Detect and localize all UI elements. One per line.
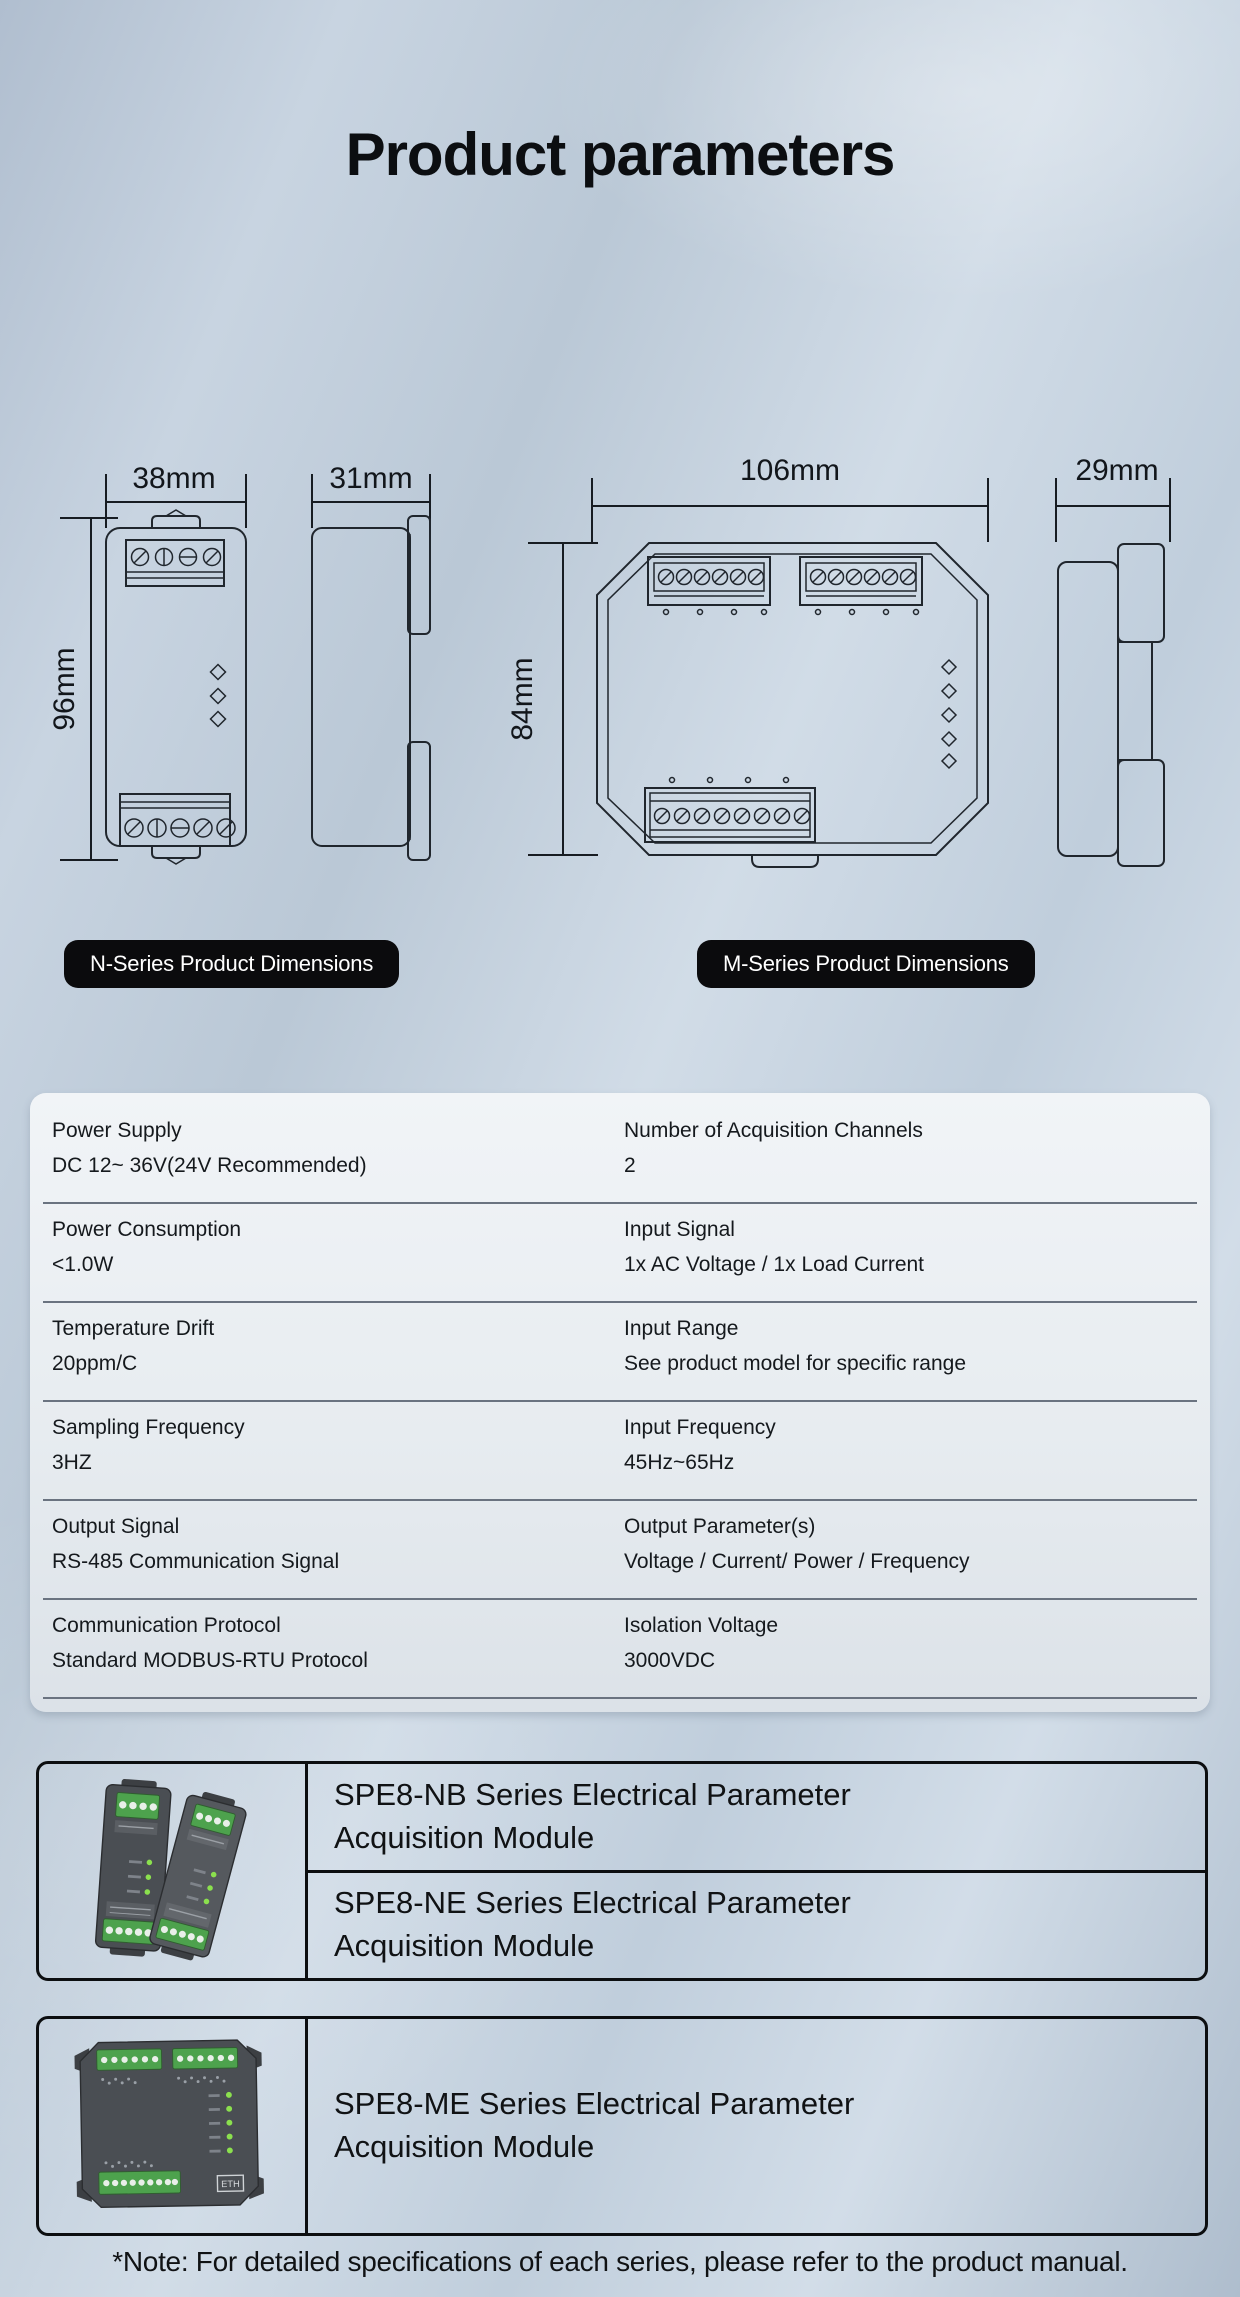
spec-label: Input Signal	[624, 1218, 735, 1241]
spec-cell	[30, 1105, 624, 1204]
product-title-spe8-me	[308, 2019, 1205, 2233]
spec-row-power-consumption	[30, 1204, 1210, 1303]
spec-cell	[624, 1204, 1210, 1303]
spec-value: 3000VDC	[624, 1649, 716, 1672]
spec-cell	[624, 1402, 1210, 1501]
m-front-top-terminal-block-b	[800, 557, 922, 615]
page-title: Product parameters	[345, 121, 895, 188]
product-title-spe8-ne	[308, 1870, 1205, 1979]
n-series-dimensions-label: N-Series Product Dimensions	[64, 940, 399, 988]
m-series-side-drawing	[1056, 454, 1170, 866]
spec-cell	[30, 1204, 624, 1303]
spec-table	[30, 1093, 1210, 1712]
spec-row-power-supply	[30, 1105, 1210, 1204]
spec-label: Output Parameter(s)	[624, 1515, 816, 1538]
spec-cell	[30, 1303, 624, 1402]
product-title-text: SPE8-NE Series Electrical Parameter Acquisition Module	[334, 1885, 851, 1964]
n-side-width-dim-label: 31mm	[329, 462, 413, 495]
m-series-front-drawing	[506, 454, 988, 867]
spec-cell	[624, 1600, 1210, 1699]
m-front-top-terminal-block-a	[648, 557, 770, 615]
spec-cell	[624, 1105, 1210, 1204]
m-side-width-dim-label: 29mm	[1075, 454, 1159, 487]
spec-value: DC 12~ 36V(24V Recommended)	[52, 1154, 367, 1177]
spec-value: See product model for specific range	[624, 1352, 967, 1375]
n-front-top-terminal-block	[126, 540, 224, 586]
spec-cell	[624, 1303, 1210, 1402]
spec-row-temperature-drift	[30, 1303, 1210, 1402]
spec-row-output-signal	[30, 1501, 1210, 1600]
dimension-drawings	[0, 430, 1240, 900]
spec-label: Input Frequency	[624, 1416, 776, 1439]
spec-label: Input Range	[624, 1317, 739, 1340]
n-front-led-diamond-icons	[211, 665, 226, 727]
spec-value: Standard MODBUS-RTU Protocol	[52, 1649, 368, 1672]
spec-cell	[30, 1501, 624, 1600]
spec-value: 45Hz~65Hz	[624, 1451, 735, 1474]
product-title-text: SPE8-NB Series Electrical Parameter Acquisition Module	[334, 1776, 851, 1855]
product-card-m-series	[36, 2016, 1208, 2236]
spec-cell	[30, 1600, 624, 1699]
n-front-bottom-terminal-block	[120, 794, 235, 846]
spec-value: 20ppm/C	[52, 1352, 138, 1375]
spec-value: Voltage / Current/ Power / Frequency	[624, 1550, 970, 1573]
spec-cell	[624, 1501, 1210, 1600]
spec-label: Sampling Frequency	[52, 1416, 245, 1439]
product-title-text: SPE8-ME Series Electrical Parameter Acquisition Module	[334, 2086, 855, 2164]
spec-value: RS-485 Communication Signal	[52, 1550, 340, 1573]
n-series-side-drawing	[312, 462, 430, 860]
product-title-spe8-nb	[308, 1764, 1205, 1870]
spec-value: 3HZ	[52, 1451, 92, 1474]
spec-value: 2	[624, 1154, 636, 1177]
spec-label: Number of Acquisition Channels	[624, 1119, 923, 1142]
n-series-module-image	[47, 1769, 297, 1974]
m-height-dim-label: 84mm	[506, 657, 539, 741]
eth-port-badge: ETH	[221, 2178, 240, 2189]
spec-value: 1x AC Voltage / 1x Load Current	[624, 1253, 925, 1276]
spec-label: Communication Protocol	[52, 1614, 281, 1637]
m-series-dimensions-label: M-Series Product Dimensions	[697, 940, 1035, 988]
n-height-dim-label: 96mm	[48, 647, 81, 731]
product-image-m-series	[39, 2019, 308, 2233]
spec-label: Power Supply	[52, 1119, 182, 1142]
spec-cell	[30, 1402, 624, 1501]
spec-row-sampling-frequency	[30, 1402, 1210, 1501]
spec-label: Output Signal	[52, 1515, 180, 1538]
product-image-n-series	[39, 1764, 308, 1978]
spec-label: Power Consumption	[52, 1218, 242, 1241]
product-card-n-series	[36, 1761, 1208, 1981]
m-series-module-image	[47, 2024, 297, 2229]
n-front-width-dim-label: 38mm	[132, 462, 216, 495]
spec-value: <1.0W	[52, 1253, 114, 1276]
n-series-front-drawing	[48, 462, 246, 864]
product-titles	[308, 2019, 1205, 2233]
footnote: *Note: For detailed specifications of each series, please refer to the product manual.	[112, 2246, 1128, 2277]
spec-label: Temperature Drift	[52, 1317, 215, 1340]
m-front-width-dim-label: 106mm	[739, 454, 841, 487]
product-titles	[308, 1764, 1205, 1978]
m-front-led-diamond-icons	[942, 660, 956, 768]
spec-label: Isolation Voltage	[624, 1614, 779, 1637]
spec-row-communication-protocol	[30, 1600, 1210, 1699]
m-front-bottom-terminal-block	[645, 778, 815, 843]
